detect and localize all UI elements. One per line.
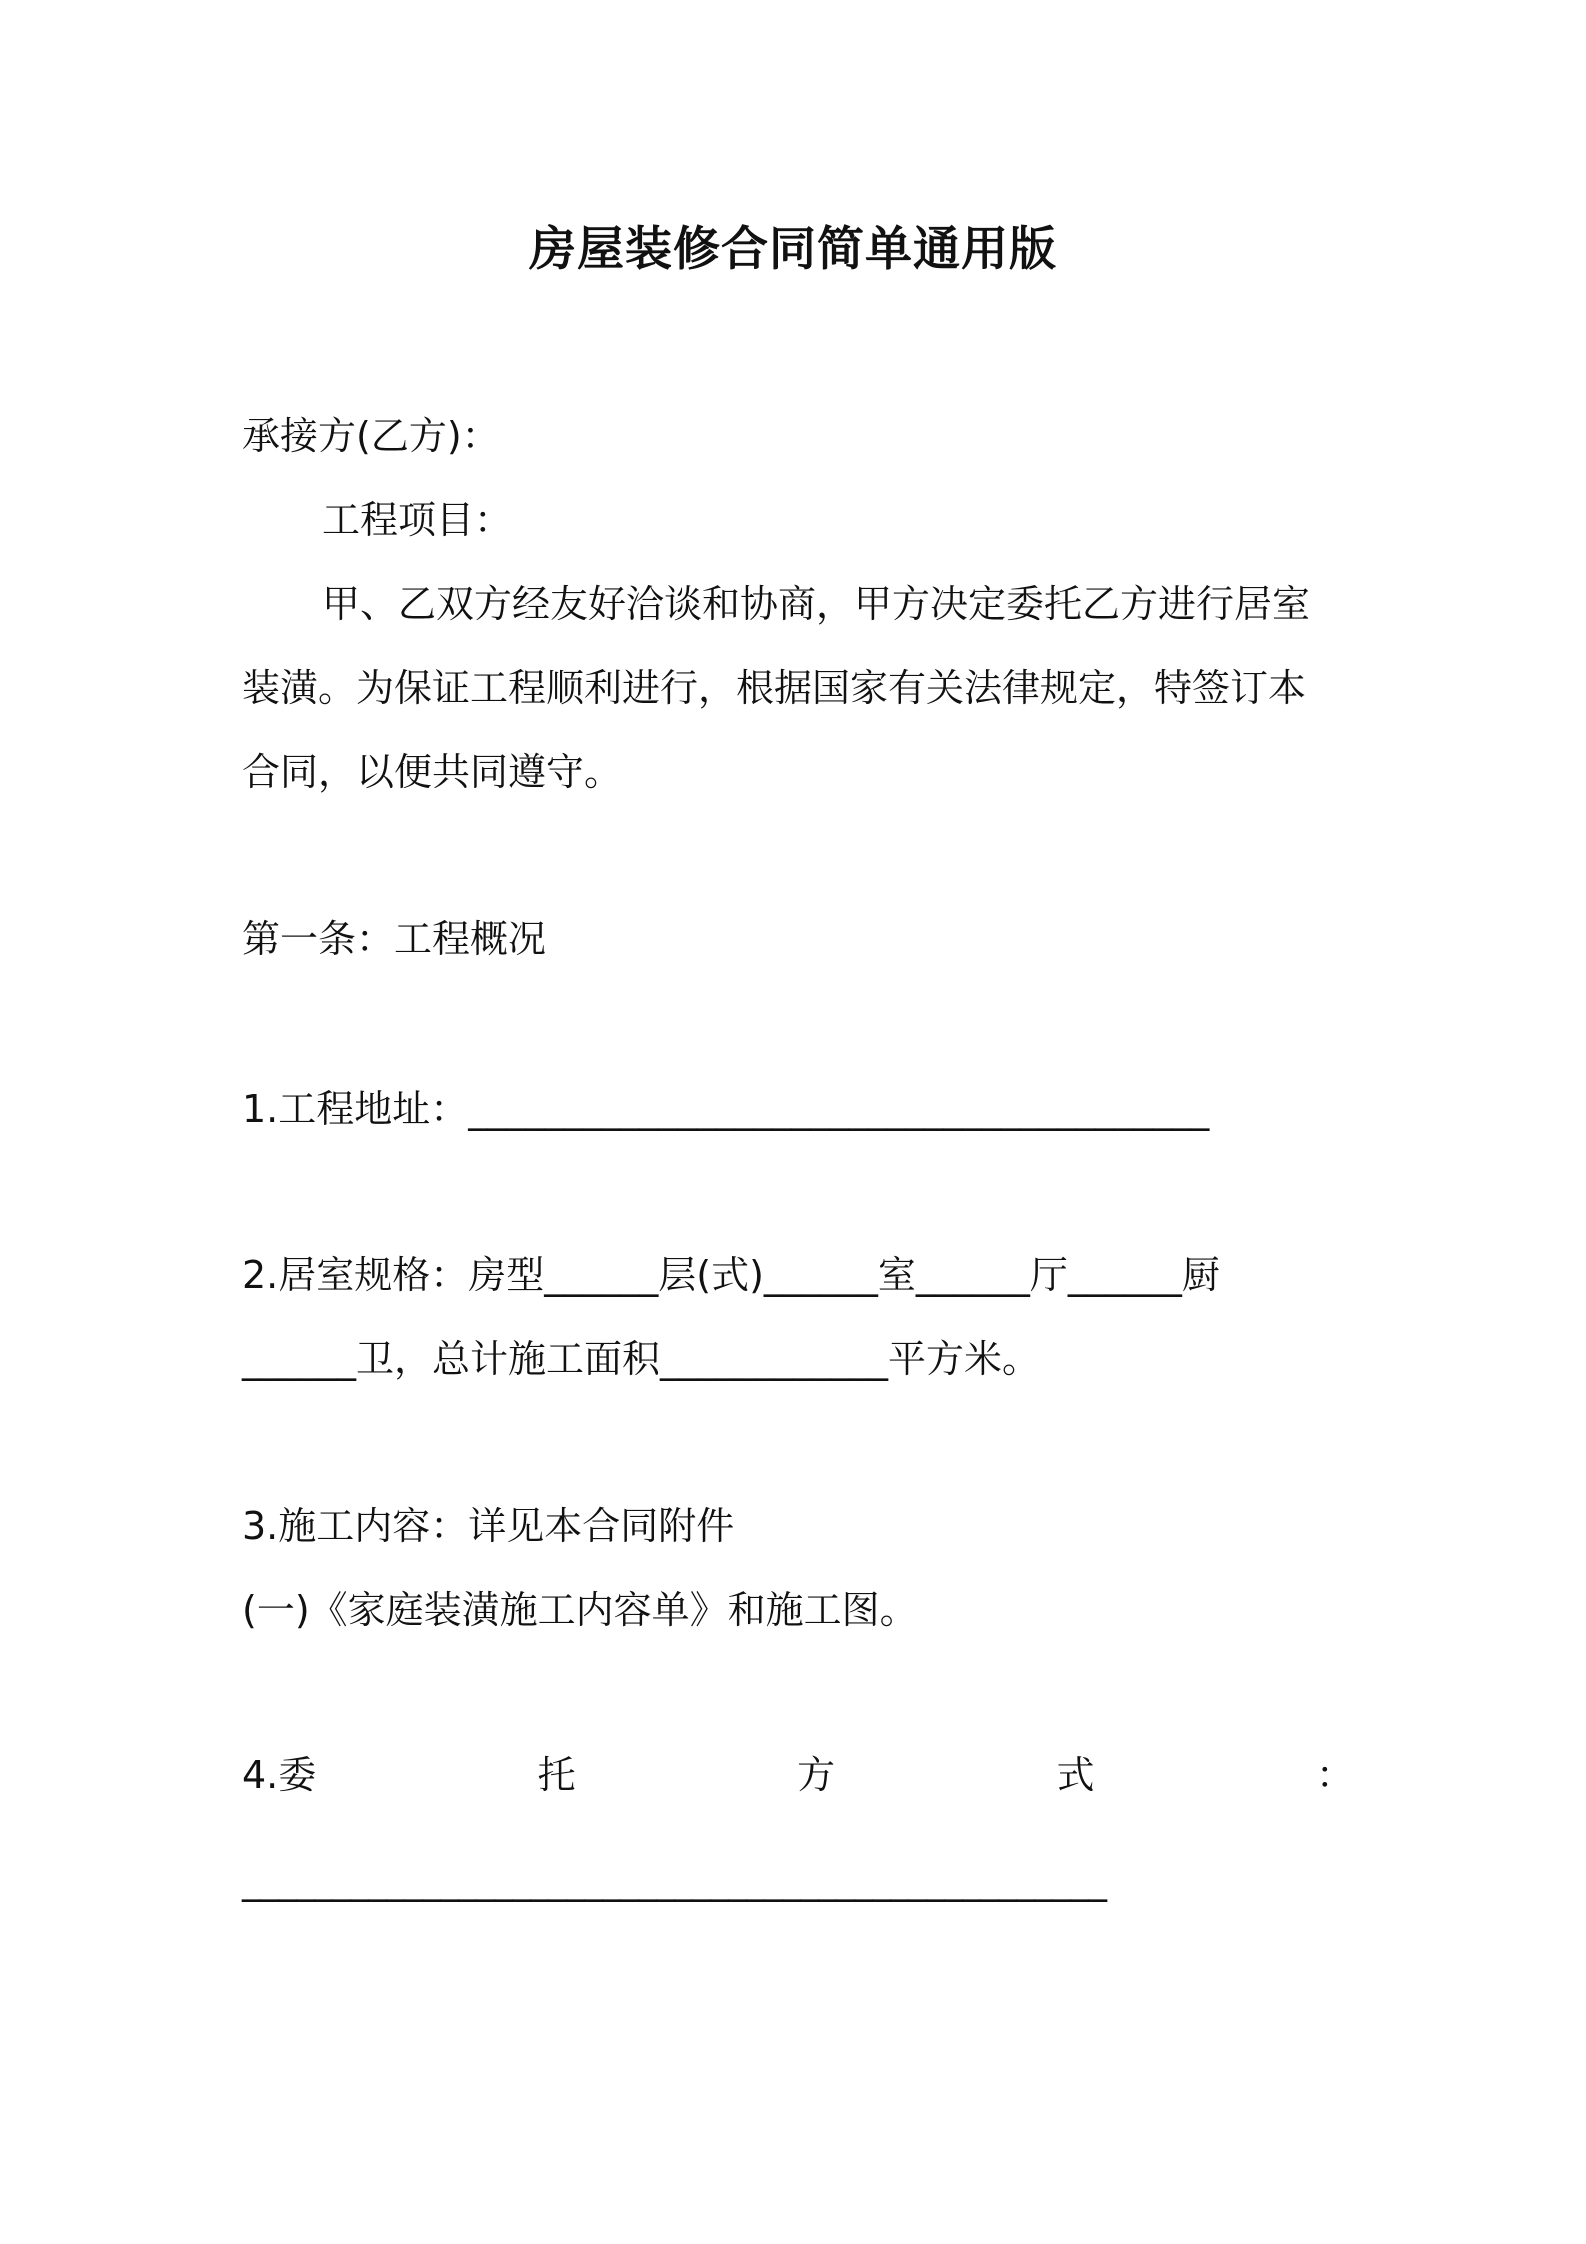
document-title: 房屋装修合同简单通用版: [529, 222, 1057, 277]
article-1-heading: 第一条：工程概况: [242, 917, 547, 961]
item-4-blank: ________________________________________________: [242, 1858, 1106, 1902]
item-4-char: ：: [1315, 1753, 1354, 1797]
intro-paragraph-line-2: 装潢。为保证工程顺利进行，根据国家有关法律规定，特签订本: [242, 666, 1307, 710]
item-4-char: 方: [797, 1753, 836, 1797]
item-2-specs-line-2: ______卫，总计施工面积____________平方米。: [242, 1337, 1041, 1381]
item-2-specs-line-1: 2.居室规格：房型______层(式)______室______厅______厨: [242, 1253, 1220, 1297]
item-4-char: 4.委: [242, 1753, 317, 1797]
item-3-content: 3.施工内容：详见本合同附件: [242, 1504, 735, 1548]
item-3-subitem: (一)《家庭装潢施工内容单》和施工图。: [242, 1588, 918, 1632]
intro-paragraph-line-3: 合同，以便共同遵守。: [242, 750, 623, 794]
item-4-commission-method: [242, 1753, 1354, 1799]
intro-paragraph-line-1: 甲、乙双方经友好洽谈和协商，甲方决定委托乙方进行居室: [322, 582, 1311, 626]
item-4-char: 托: [537, 1753, 576, 1797]
item-4-char: 式: [1056, 1753, 1095, 1797]
item-1-address: 1.工程地址：_______________________________________: [242, 1087, 1210, 1131]
project-line: 工程项目：: [322, 498, 513, 542]
contractor-line: 承接方(乙方)：: [242, 414, 500, 458]
